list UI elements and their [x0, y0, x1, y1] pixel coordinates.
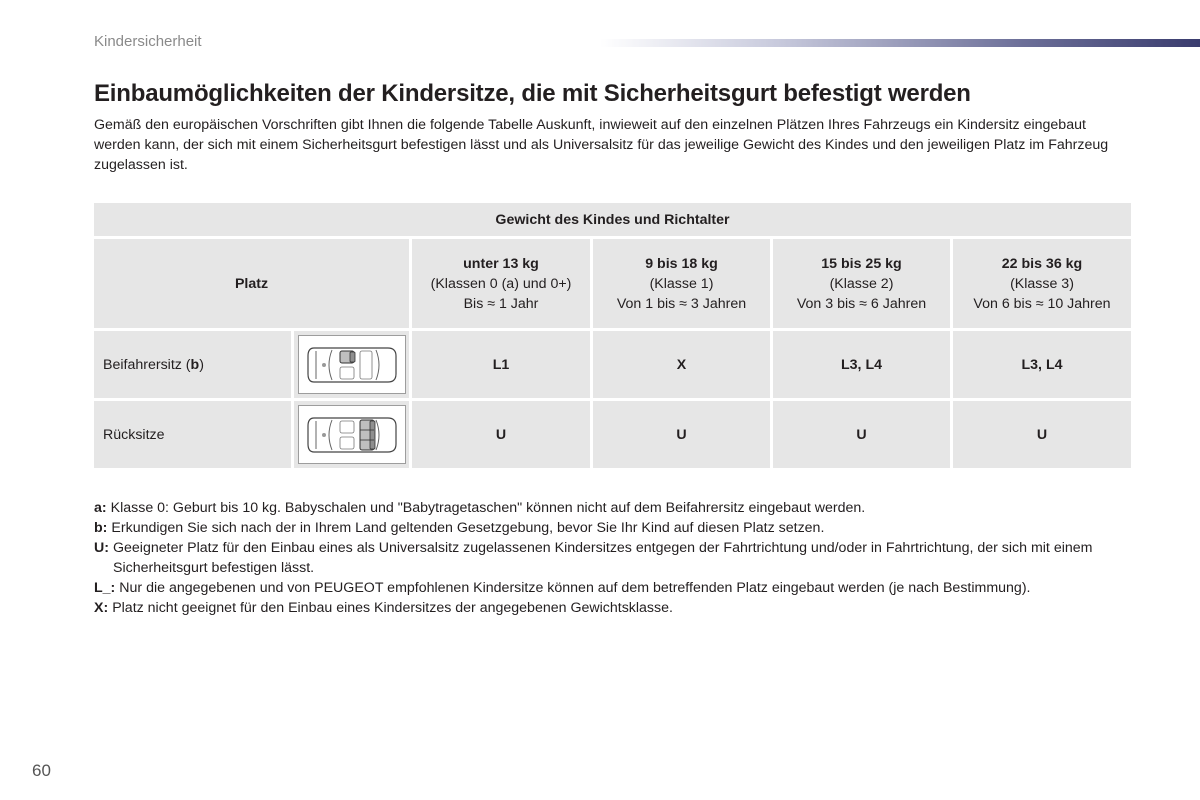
intro-paragraph: Gemäß den europäischen Vorschriften gibt Ihnen die folgende Tabelle Auskunft, inwieweit auf den einzelnen Plätzen Ihres Fahrzeugs ein Kindersitz eingebaut werden kann, der sich mit einem Sicherheitsgurt befestigen lässt und als Universalsitz für das jeweilige Gewicht des Kindes und den jeweiligen Platz im Fahrzeug zugelassen ist.	[94, 117, 1109, 173]
footnote	[94, 578, 1124, 598]
rating-cell: U	[412, 401, 590, 468]
footnote-key: X:	[94, 600, 109, 616]
weight-column-header	[593, 239, 770, 328]
child-seat-table	[94, 203, 1129, 468]
rating-cell: X	[593, 331, 770, 398]
page-title: Einbaumöglichkeiten der Kindersitze, die mit Sicherheitsgurt befestigt werden	[94, 80, 971, 107]
seat-label-rear	[94, 401, 291, 468]
seat-label-suffix: )	[199, 356, 204, 373]
seat-label-text: Beifahrersitz (	[103, 356, 191, 373]
weight-class: (Klasse 3)	[1010, 275, 1074, 292]
weight-column-header	[953, 239, 1131, 328]
rating-cell: U	[593, 401, 770, 468]
seat-label-text: Rücksitze	[103, 426, 165, 443]
car-top-view-front-passenger-icon	[298, 335, 406, 394]
footnote	[94, 538, 1124, 578]
seat-label-footnote: b	[190, 356, 200, 373]
weight-class: (Klasse 1)	[649, 275, 714, 292]
weight-range: unter 13 kg	[463, 255, 539, 272]
rating-cell: U	[953, 401, 1131, 468]
rating-cell: L1	[412, 331, 590, 398]
weight-age: Von 6 bis ≈ 10 Jahren	[973, 295, 1111, 312]
weight-age: Bis ≈ 1 Jahr	[463, 295, 539, 312]
footnote	[94, 598, 1124, 618]
platz-header: Platz	[94, 239, 409, 328]
weight-column-header	[773, 239, 950, 328]
weight-class: (Klassen 0 (a) und 0+)	[430, 275, 572, 292]
rating-cell: L3, L4	[773, 331, 950, 398]
seat-label-front-passenger	[94, 331, 291, 398]
rating-cell: L3, L4	[953, 331, 1131, 398]
footnote-key: U:	[94, 540, 109, 556]
table-group-header: Gewicht des Kindes und Richtalter	[94, 203, 1131, 236]
footnote-text: Geeigneter Platz für den Einbau eines als Universalsitz zugelassenen Kindersitzes entgegen der Fahrtrichtung und/oder in Fahrtrichtung, der sich mit einem Sicherheitsgurt befestigen lässt.	[112, 540, 1093, 576]
weight-range: 15 bis 25 kg	[821, 255, 902, 272]
seat-diagram-cell	[294, 331, 409, 398]
weight-column-header	[412, 239, 590, 328]
footnote-text: Klasse 0: Geburt bis 10 kg. Babyschalen und "Babytragetaschen" können nicht auf dem Beifahrersitz eingebaut werden.	[110, 500, 866, 516]
header-gradient-bar	[600, 39, 1200, 47]
weight-range: 22 bis 36 kg	[1001, 255, 1083, 272]
footnotes	[94, 498, 1124, 618]
footnote-text: Platz nicht geeignet für den Einbau eines Kindersitzes der angegebenen Gewichtsklasse.	[112, 600, 673, 616]
seat-diagram-cell	[294, 401, 409, 468]
section-label: Kindersicherheit	[94, 33, 202, 50]
car-top-view-rear-seats-icon	[298, 405, 406, 464]
footnote-text: Nur die angegebenen und von PEUGEOT empfohlenen Kindersitze können auf dem betreffenden Platz eingebaut werden (je nach Bestimmung).	[119, 580, 1031, 596]
footnote-key: b:	[94, 520, 108, 536]
footnote	[94, 498, 1124, 518]
footnote-text: Erkundigen Sie sich nach der in Ihrem Land geltenden Gesetzgebung, bevor Sie Ihr Kind auf diesen Platz setzen.	[111, 520, 825, 536]
weight-age: Von 1 bis ≈ 3 Jahren	[616, 295, 747, 312]
weight-class: (Klasse 2)	[829, 275, 894, 292]
footnote-key: L_:	[94, 580, 116, 596]
rating-cell: U	[773, 401, 950, 468]
page-number: 60	[32, 761, 51, 780]
weight-range: 9 bis 18 kg	[645, 255, 718, 272]
footnote	[94, 518, 1124, 538]
weight-age: Von 3 bis ≈ 6 Jahren	[796, 295, 927, 312]
footnote-key: a:	[94, 500, 107, 516]
